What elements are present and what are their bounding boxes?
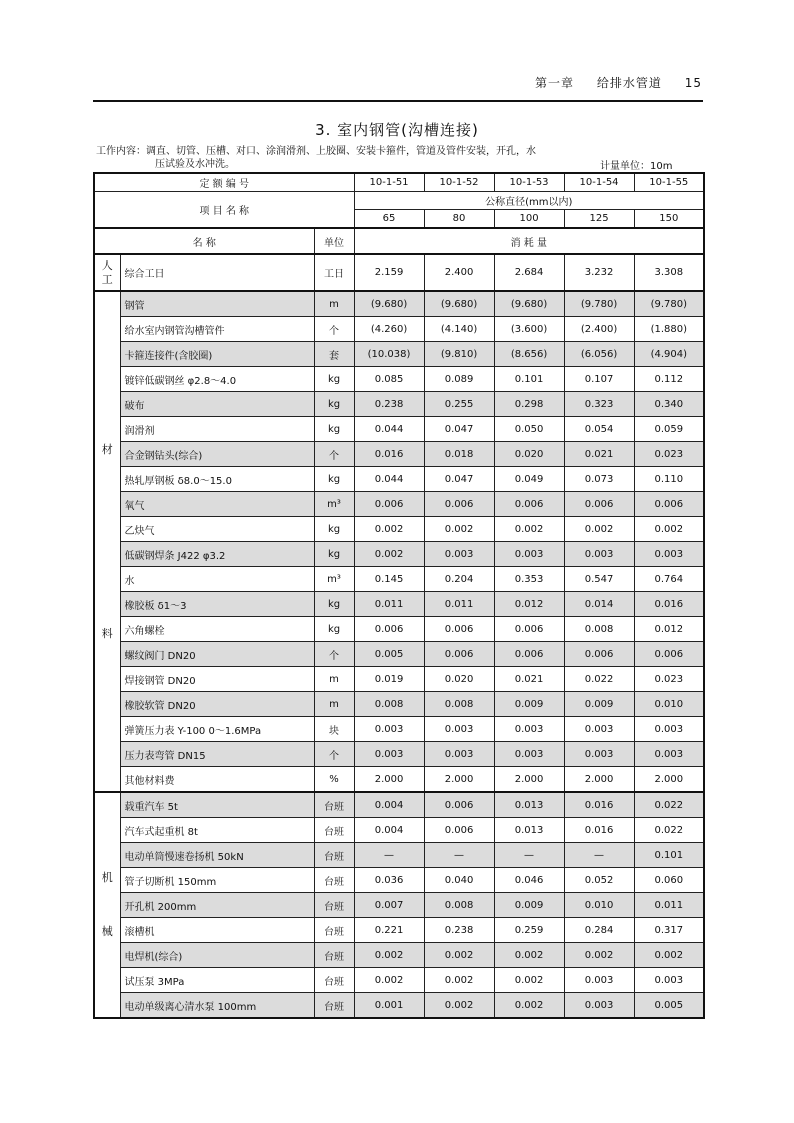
value-cell: 0.008: [564, 617, 634, 642]
value-cell: 2.159: [354, 254, 424, 291]
value-cell: 0.089: [424, 367, 494, 392]
item-name-cell: 管子切断机 150mm: [120, 868, 314, 893]
unit-header: 单位: [314, 228, 354, 254]
item-unit-cell: kg: [314, 367, 354, 392]
item-name-cell: 螺纹阀门 DN20: [120, 642, 314, 667]
value-cell: 0.060: [634, 868, 704, 893]
item-name-cell: 低碳钢焊条 J422 φ3.2: [120, 542, 314, 567]
value-cell: 0.003: [634, 968, 704, 993]
item-name-cell: 橡胶软管 DN20: [120, 692, 314, 717]
name-header: 名 称: [94, 228, 314, 254]
value-cell: 0.003: [564, 542, 634, 567]
value-cell: 0.009: [494, 893, 564, 918]
value-cell: 0.110: [634, 467, 704, 492]
table-row: [94, 542, 704, 567]
diameter-cell: 65: [354, 210, 424, 229]
unit-note: 计量单位：10m: [600, 161, 673, 172]
table-row: [94, 767, 704, 793]
item-unit-cell: kg: [314, 417, 354, 442]
item-unit-cell: 台班: [314, 993, 354, 1019]
value-cell: 0.003: [424, 542, 494, 567]
value-cell: 0.002: [494, 968, 564, 993]
value-cell: 0.006: [424, 642, 494, 667]
value-cell: 0.107: [564, 367, 634, 392]
table-row: [94, 617, 704, 642]
value-cell: —: [354, 843, 424, 868]
value-cell: 0.018: [424, 442, 494, 467]
value-cell: 0.004: [354, 818, 424, 843]
item-name-cell: 钢管: [120, 291, 314, 317]
value-cell: 0.112: [634, 367, 704, 392]
value-cell: 0.003: [564, 993, 634, 1019]
value-cell: 0.006: [564, 642, 634, 667]
page-header: [0, 74, 702, 91]
value-cell: 0.003: [564, 968, 634, 993]
value-cell: 0.073: [564, 467, 634, 492]
table-row: [94, 918, 704, 943]
value-cell: 0.003: [564, 742, 634, 767]
item-unit-cell: 套: [314, 342, 354, 367]
code-cell: 10-1-51: [354, 173, 424, 192]
value-cell: 0.006: [494, 492, 564, 517]
value-cell: 0.003: [424, 717, 494, 742]
work-content-line1: 工作内容：调直、切管、压槽、对口、涂润滑剂、上胶圈、安装卡箍件，管道及管件安装，开孔，水: [96, 146, 536, 157]
item-name-cell: 焊接钢管 DN20: [120, 667, 314, 692]
item-name-cell: 汽车式起重机 8t: [120, 818, 314, 843]
item-unit-cell: 台班: [314, 943, 354, 968]
item-name-cell: 热轧厚钢板 δ8.0～15.0: [120, 467, 314, 492]
category-char: 人: [101, 258, 113, 272]
value-cell: 0.006: [634, 492, 704, 517]
item-name-cell: 开孔机 200mm: [120, 893, 314, 918]
item-name-cell: 镀锌低碳钢丝 φ2.8～4.0: [120, 367, 314, 392]
value-cell: 0.101: [634, 843, 704, 868]
item-name-cell: 六角螺栓: [120, 617, 314, 642]
item-name-cell: 润滑剂: [120, 417, 314, 442]
value-cell: 0.003: [634, 742, 704, 767]
category-char: 料: [101, 626, 113, 640]
value-cell: 0.054: [564, 417, 634, 442]
item-label: 项 目 名 称: [94, 192, 354, 229]
value-cell: 0.002: [634, 943, 704, 968]
value-cell: 0.085: [354, 367, 424, 392]
table-row: [94, 868, 704, 893]
diameter-cell: 100: [494, 210, 564, 229]
item-unit-cell: m: [314, 692, 354, 717]
item-unit-cell: kg: [314, 592, 354, 617]
work-content: [96, 145, 616, 171]
table-row: [94, 667, 704, 692]
value-cell: 0.004: [354, 792, 424, 818]
item-unit-cell: 台班: [314, 918, 354, 943]
value-cell: 0.204: [424, 567, 494, 592]
value-cell: 0.005: [354, 642, 424, 667]
value-cell: 0.003: [424, 742, 494, 767]
diameter-cell: 80: [424, 210, 494, 229]
item-name-cell: 给水室内钢管沟槽管件: [120, 317, 314, 342]
value-cell: 0.003: [494, 742, 564, 767]
table-row: [94, 993, 704, 1019]
value-cell: 0.016: [354, 442, 424, 467]
value-cell: 2.000: [354, 767, 424, 793]
table-row: [94, 968, 704, 993]
value-cell: 0.002: [494, 993, 564, 1019]
value-cell: 0.010: [634, 692, 704, 717]
value-cell: (8.656): [494, 342, 564, 367]
value-cell: 0.002: [354, 968, 424, 993]
item-unit-cell: 台班: [314, 818, 354, 843]
table-row: [94, 317, 704, 342]
value-cell: (9.780): [564, 291, 634, 317]
item-unit-cell: kg: [314, 542, 354, 567]
item-unit-cell: 个: [314, 642, 354, 667]
table-row: [94, 742, 704, 767]
value-cell: 0.003: [354, 717, 424, 742]
item-unit-cell: 台班: [314, 968, 354, 993]
item-unit-cell: 台班: [314, 792, 354, 818]
value-cell: 0.221: [354, 918, 424, 943]
value-cell: 0.002: [424, 517, 494, 542]
value-cell: 0.044: [354, 467, 424, 492]
value-cell: 0.047: [424, 467, 494, 492]
item-unit-cell: %: [314, 767, 354, 793]
value-cell: 0.323: [564, 392, 634, 417]
value-cell: 0.016: [564, 818, 634, 843]
value-cell: 0.052: [564, 868, 634, 893]
value-cell: 0.317: [634, 918, 704, 943]
value-cell: 0.013: [494, 792, 564, 818]
code-cell: 10-1-54: [564, 173, 634, 192]
value-cell: 0.049: [494, 467, 564, 492]
value-cell: —: [494, 843, 564, 868]
value-cell: (4.260): [354, 317, 424, 342]
value-cell: 0.023: [634, 667, 704, 692]
value-cell: 0.547: [564, 567, 634, 592]
item-unit-cell: 个: [314, 317, 354, 342]
value-cell: 0.002: [564, 517, 634, 542]
value-cell: 2.000: [634, 767, 704, 793]
value-cell: 0.036: [354, 868, 424, 893]
value-cell: (4.140): [424, 317, 494, 342]
table-row: [94, 717, 704, 742]
value-cell: 0.003: [634, 717, 704, 742]
value-cell: 0.022: [634, 818, 704, 843]
item-name-cell: 电动单筒慢速卷扬机 50kN: [120, 843, 314, 868]
value-cell: 0.022: [634, 792, 704, 818]
item-name-cell: 氧气: [120, 492, 314, 517]
value-cell: (9.680): [494, 291, 564, 317]
value-cell: 0.016: [564, 792, 634, 818]
value-cell: 0.238: [354, 392, 424, 417]
value-cell: 0.001: [354, 993, 424, 1019]
item-unit-cell: m³: [314, 492, 354, 517]
value-cell: 0.011: [424, 592, 494, 617]
value-cell: 0.003: [564, 717, 634, 742]
item-name-cell: 综合工日: [120, 254, 314, 291]
item-name-cell: 试压泵 3MPa: [120, 968, 314, 993]
code-cell: 10-1-52: [424, 173, 494, 192]
value-cell: (1.880): [634, 317, 704, 342]
value-cell: 0.006: [354, 492, 424, 517]
item-unit-cell: 台班: [314, 843, 354, 868]
value-cell: 0.013: [494, 818, 564, 843]
value-cell: 0.007: [354, 893, 424, 918]
value-cell: 0.008: [424, 893, 494, 918]
value-cell: 0.019: [354, 667, 424, 692]
value-cell: 0.009: [494, 692, 564, 717]
value-cell: 0.006: [424, 818, 494, 843]
value-cell: 0.298: [494, 392, 564, 417]
value-cell: (4.904): [634, 342, 704, 367]
table-row: [94, 492, 704, 517]
table-row: [94, 254, 704, 291]
diameter-label: 公称直径(mm以内): [354, 192, 704, 210]
value-cell: 0.046: [494, 868, 564, 893]
chapter-label: 第一章: [535, 76, 575, 90]
value-cell: 0.021: [564, 442, 634, 467]
table-row: [94, 943, 704, 968]
value-cell: 0.002: [354, 542, 424, 567]
code-cell: 10-1-55: [634, 173, 704, 192]
table-row: [94, 792, 704, 818]
header-rule: [93, 100, 703, 102]
table-row: [94, 592, 704, 617]
value-cell: 0.764: [634, 567, 704, 592]
value-cell: 0.020: [424, 667, 494, 692]
item-name-cell: 卡箍连接件(含胶圈): [120, 342, 314, 367]
category-char: 工: [101, 272, 113, 286]
table-row: [94, 843, 704, 868]
table-row: [94, 567, 704, 592]
table-row: [94, 367, 704, 392]
value-cell: (6.056): [564, 342, 634, 367]
value-cell: 0.050: [494, 417, 564, 442]
value-cell: (9.810): [424, 342, 494, 367]
value-cell: 0.008: [424, 692, 494, 717]
value-cell: (10.038): [354, 342, 424, 367]
consumption-header: 消 耗 量: [354, 228, 704, 254]
value-cell: 2.400: [424, 254, 494, 291]
value-cell: 0.005: [634, 993, 704, 1019]
value-cell: 0.044: [354, 417, 424, 442]
value-cell: 0.020: [494, 442, 564, 467]
value-cell: —: [424, 843, 494, 868]
value-cell: (9.680): [424, 291, 494, 317]
value-cell: 0.006: [494, 617, 564, 642]
quota-code-row: [94, 173, 704, 192]
value-cell: 3.308: [634, 254, 704, 291]
item-unit-cell: 块: [314, 717, 354, 742]
value-cell: 0.002: [494, 517, 564, 542]
quota-label: 定 额 编 号: [94, 173, 354, 192]
value-cell: 2.684: [494, 254, 564, 291]
value-cell: 0.010: [564, 893, 634, 918]
table-row: [94, 467, 704, 492]
item-name-cell: 压力表弯管 DN15: [120, 742, 314, 767]
table-row: [94, 417, 704, 442]
value-cell: 0.002: [354, 517, 424, 542]
item-unit-cell: 个: [314, 442, 354, 467]
item-name-cell: 其他材料费: [120, 767, 314, 793]
value-cell: 0.002: [564, 943, 634, 968]
value-cell: 3.232: [564, 254, 634, 291]
value-cell: 2.000: [494, 767, 564, 793]
value-cell: (9.680): [354, 291, 424, 317]
value-cell: 0.284: [564, 918, 634, 943]
table-row: [94, 642, 704, 667]
item-name-cell: 电焊机(综合): [120, 943, 314, 968]
value-cell: 0.006: [354, 617, 424, 642]
value-cell: 0.003: [354, 742, 424, 767]
value-cell: 0.006: [424, 492, 494, 517]
value-cell: 0.003: [494, 717, 564, 742]
category-char: 械: [101, 925, 113, 938]
item-unit-cell: m: [314, 667, 354, 692]
table-row: [94, 442, 704, 467]
item-name-cell: 载重汽车 5t: [120, 792, 314, 818]
table-row: [94, 392, 704, 417]
value-cell: 0.002: [424, 943, 494, 968]
item-unit-cell: kg: [314, 617, 354, 642]
page-title: 3. 室内钢管(沟槽连接): [315, 121, 479, 139]
item-unit-cell: kg: [314, 392, 354, 417]
item-name-cell: 破布: [120, 392, 314, 417]
value-cell: 0.006: [424, 792, 494, 818]
value-cell: 0.003: [494, 542, 564, 567]
diameter-cell: 125: [564, 210, 634, 229]
item-name-cell: 电动单级离心清水泵 100mm: [120, 993, 314, 1019]
item-unit-cell: 台班: [314, 868, 354, 893]
table-row: [94, 893, 704, 918]
item-unit-cell: kg: [314, 467, 354, 492]
item-unit-cell: 工日: [314, 254, 354, 291]
value-cell: 0.002: [354, 943, 424, 968]
value-cell: (9.780): [634, 291, 704, 317]
value-cell: 0.022: [564, 667, 634, 692]
item-unit-cell: m³: [314, 567, 354, 592]
value-cell: 0.101: [494, 367, 564, 392]
value-cell: 0.340: [634, 392, 704, 417]
value-cell: 0.145: [354, 567, 424, 592]
code-cell: 10-1-53: [494, 173, 564, 192]
page-number: 15: [684, 76, 702, 90]
value-cell: 0.003: [634, 542, 704, 567]
value-cell: 0.011: [634, 893, 704, 918]
section-label: 给排水管道: [596, 76, 662, 90]
value-cell: 0.006: [634, 642, 704, 667]
table-row: [94, 692, 704, 717]
value-cell: 0.012: [634, 617, 704, 642]
value-cell: (2.400): [564, 317, 634, 342]
value-cell: 0.021: [494, 667, 564, 692]
category-char: 机: [101, 871, 113, 884]
value-cell: 0.014: [564, 592, 634, 617]
value-cell: 0.011: [354, 592, 424, 617]
quota-table: [93, 172, 705, 1019]
value-cell: 0.040: [424, 868, 494, 893]
value-cell: 2.000: [424, 767, 494, 793]
table-row: [94, 342, 704, 367]
column-header-row: [94, 228, 704, 254]
value-cell: 0.259: [494, 918, 564, 943]
item-name-cell: 橡胶板 δ1～3: [120, 592, 314, 617]
item-name-cell: 水: [120, 567, 314, 592]
machinery-category-cell: [94, 792, 120, 1018]
value-cell: 0.353: [494, 567, 564, 592]
materials-category-cell: [94, 291, 120, 792]
diameter-label-row: [94, 192, 704, 210]
item-name-cell: 弹簧压力表 Y-100 0～1.6MPa: [120, 717, 314, 742]
item-unit-cell: m: [314, 291, 354, 317]
value-cell: —: [564, 843, 634, 868]
item-name-cell: 乙炔气: [120, 517, 314, 542]
value-cell: 0.006: [494, 642, 564, 667]
value-cell: 0.238: [424, 918, 494, 943]
table-row: [94, 517, 704, 542]
value-cell: 2.000: [564, 767, 634, 793]
item-unit-cell: 个: [314, 742, 354, 767]
value-cell: 0.002: [424, 968, 494, 993]
item-unit-cell: 台班: [314, 893, 354, 918]
value-cell: 0.255: [424, 392, 494, 417]
item-unit-cell: kg: [314, 517, 354, 542]
category-char: 材: [101, 442, 113, 456]
value-cell: 0.008: [354, 692, 424, 717]
value-cell: 0.006: [564, 492, 634, 517]
table-row: [94, 818, 704, 843]
table-row: [94, 291, 704, 317]
item-name-cell: 滚槽机: [120, 918, 314, 943]
value-cell: 0.006: [424, 617, 494, 642]
value-cell: 0.002: [634, 517, 704, 542]
work-content-line2: 压试验及水冲洗。: [155, 159, 235, 170]
value-cell: 0.002: [424, 993, 494, 1019]
value-cell: 0.012: [494, 592, 564, 617]
value-cell: 0.009: [564, 692, 634, 717]
value-cell: 0.047: [424, 417, 494, 442]
value-cell: 0.023: [634, 442, 704, 467]
item-name-cell: 合金钢钻头(综合): [120, 442, 314, 467]
value-cell: (3.600): [494, 317, 564, 342]
value-cell: 0.002: [494, 943, 564, 968]
diameter-cell: 150: [634, 210, 704, 229]
value-cell: 0.059: [634, 417, 704, 442]
value-cell: 0.016: [634, 592, 704, 617]
labor-category-cell: [94, 254, 120, 291]
